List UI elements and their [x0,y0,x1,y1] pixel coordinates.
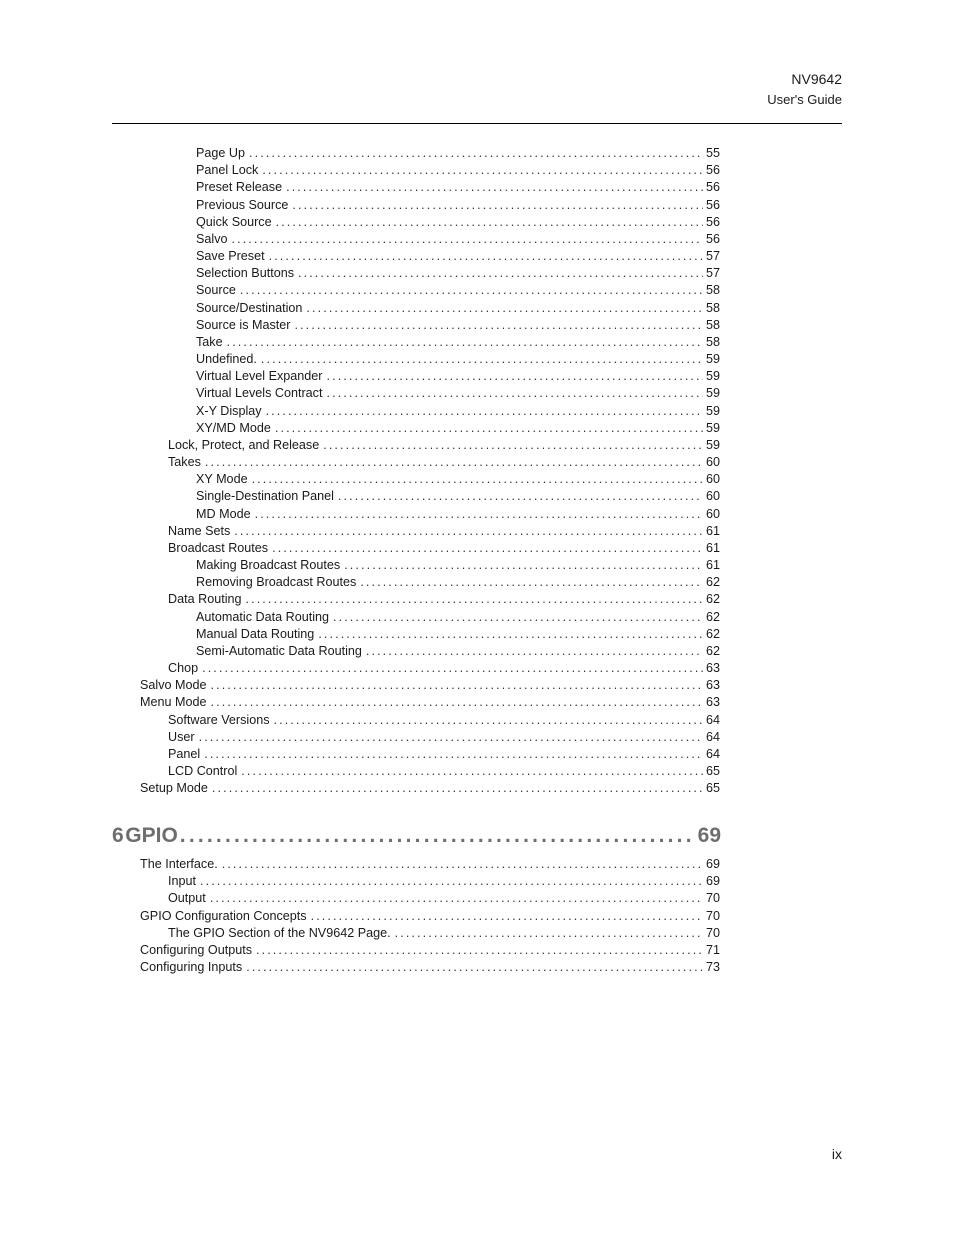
toc-entry-label: Virtual Level Expander [196,369,323,384]
toc-entry-label: The GPIO Section of the NV9642 Page. [168,925,391,940]
dot-leader [272,540,703,557]
toc-entry-label: Save Preset [196,249,265,264]
toc-entry-label: Output [168,891,206,906]
toc-entry-label: Setup Mode [140,781,208,796]
chapter-number: 6 [112,824,124,847]
dot-leader [255,506,703,523]
toc-entry[interactable] [140,780,720,797]
dot-leader [227,334,703,351]
dot-leader [344,557,703,574]
dot-leader [234,523,703,540]
toc-entry[interactable] [196,351,720,368]
toc-entry-label: MD Mode [196,506,251,521]
toc-entry-label: Menu Mode [140,695,207,710]
toc-entry-page-number: 62 [705,575,720,590]
toc-entry[interactable] [140,959,720,976]
toc-entry[interactable] [196,506,720,523]
toc-entry-label: Semi-Automatic Data Routing [196,643,362,658]
toc-entry[interactable] [196,626,720,643]
toc-entry-label: Software Versions [168,712,270,727]
toc-entry-label: Selection Buttons [196,266,295,281]
toc-entry[interactable] [140,856,720,873]
dot-leader [204,746,703,763]
toc-entry[interactable] [196,214,720,231]
toc-entry[interactable] [168,437,720,454]
toc-entry-page-number: 64 [705,712,720,727]
toc-entry-page-number: 56 [705,197,720,212]
toc-entry-page-number: 63 [705,661,720,676]
page-number: ix [831,1146,842,1162]
toc-entry-page-number: 59 [705,403,720,418]
toc-entry-label: Manual Data Routing [196,626,315,641]
toc-entry[interactable] [196,403,720,420]
toc-entry[interactable] [196,197,720,214]
toc-entry-label: GPIO Configuration Concepts [140,908,307,923]
toc-entry[interactable] [168,925,720,942]
toc-entry-label: Making Broadcast Routes [196,558,341,573]
toc-entry-page-number: 60 [705,506,720,521]
toc-entry-page-number: 62 [705,592,720,607]
toc-entry-label: Configuring Outputs [140,942,253,957]
dot-leader [326,385,703,402]
toc-entry-page-number: 69 [705,874,720,889]
toc-entry-label: The Interface. [140,857,218,871]
dot-leader [249,145,703,162]
toc-entry-label: Source/Destination [196,300,303,315]
toc-entry[interactable] [196,557,720,574]
toc-entry-label: Salvo Mode [140,678,207,693]
toc-entry-page-number: 59 [705,386,720,401]
toc-entry[interactable] [196,488,720,505]
toc-entry[interactable] [168,454,720,471]
dot-leader [327,368,703,385]
dot-leader [323,437,703,454]
toc-entry[interactable] [196,368,720,385]
chapter-title: GPIO [125,824,178,847]
toc-entry-page-number: 62 [705,626,720,641]
toc-entry-page-number: 70 [705,908,720,923]
toc-entry-label: Data Routing [168,592,242,607]
toc-entry-page-number: 70 [705,925,720,940]
toc-entry-page-number: 62 [705,609,720,624]
toc-entry-label: Source [196,283,236,298]
dot-leader [275,420,703,437]
dot-leader [298,265,703,282]
dot-leader [252,471,703,488]
chapter-page-number: 69 [697,824,721,847]
toc-entry-label: Name Sets [168,523,231,538]
document-subtitle: User's Guide [767,92,842,107]
dot-leader [240,282,703,299]
toc-entry[interactable] [168,523,720,540]
toc-entry[interactable] [196,231,720,248]
toc-entry-label: Take [196,334,223,349]
toc-entry-page-number: 69 [705,857,720,871]
dot-leader [232,231,703,248]
toc-entry-page-number: 59 [705,352,720,367]
dot-leader [211,677,703,694]
toc-entry-page-number: 57 [705,266,720,281]
toc-entry-label: X-Y Display [196,403,262,418]
toc-entry-page-number: 60 [705,472,720,487]
toc-entry-label: Takes [168,455,201,470]
dot-leader [306,300,703,317]
toc-entry-label: XY Mode [196,472,248,487]
toc-entry-page-number: 59 [705,437,720,452]
toc-entry[interactable] [196,609,720,626]
toc-entry-page-number: 59 [705,369,720,384]
document-title: NV9642 [791,71,842,87]
dot-leader [241,763,703,780]
dot-leader [200,873,703,890]
dot-leader [205,454,703,471]
toc-entry-page-number: 55 [705,146,720,160]
toc-entry[interactable] [140,908,720,925]
toc-entry[interactable] [196,420,720,437]
dot-leader [286,179,703,196]
toc-entry-label: Panel Lock [196,163,259,178]
toc-entry[interactable] [196,162,720,179]
toc-entry[interactable] [168,729,720,746]
toc-entry[interactable] [196,300,720,317]
toc-entry-page-number: 61 [705,558,720,573]
toc-entry[interactable] [140,942,720,959]
toc-entry-label: Broadcast Routes [168,540,269,555]
toc-entry-label: Single-Destination Panel [196,489,334,504]
dot-leader [180,822,694,850]
toc-entry-page-number: 64 [705,746,720,761]
toc-entry[interactable] [196,643,720,660]
toc-entry[interactable] [196,265,720,282]
dot-leader [222,856,703,873]
toc-entry-label: Previous Source [196,197,289,212]
dot-leader [338,488,703,505]
toc-entry[interactable] [168,591,720,608]
dot-leader [366,643,703,660]
running-header [767,70,842,109]
toc-entry-page-number: 56 [705,180,720,195]
dot-leader [261,351,703,368]
toc-entry-label: Input [168,874,197,889]
toc-entry-label: XY/MD Mode [196,420,271,435]
toc-entry-page-number: 61 [705,540,720,555]
dot-leader [395,925,703,942]
toc-entry[interactable] [196,317,720,334]
header-rule [112,123,842,124]
dot-leader [211,694,703,711]
toc-entry[interactable] [196,248,720,265]
toc-entry-label: Quick Source [196,214,272,229]
dot-leader [256,942,703,959]
dot-leader [210,890,703,907]
toc-entry-page-number: 65 [705,781,720,796]
toc-entry-page-number: 70 [705,891,720,906]
toc-entry[interactable] [196,385,720,402]
toc-entry-page-number: 62 [705,643,720,658]
toc-entry[interactable] [168,660,720,677]
toc-entry-page-number: 56 [705,163,720,178]
toc-entry-page-number: 58 [705,334,720,349]
toc-entry[interactable] [140,694,720,711]
dot-leader [212,780,703,797]
toc-entry-label: Panel [168,746,201,761]
toc-entry-label: Page Up [196,146,246,160]
toc-entry-page-number: 63 [705,695,720,710]
dot-leader [276,214,703,231]
toc-entry[interactable] [196,471,720,488]
dot-leader [360,574,703,591]
chapter-heading[interactable] [112,822,721,850]
dot-leader [246,959,703,976]
toc-entry[interactable] [196,282,720,299]
toc-entry[interactable] [196,334,720,351]
toc-entry[interactable] [196,179,720,196]
toc-entry-label: Configuring Inputs [140,960,243,975]
dot-leader [246,591,703,608]
toc-entry-label: Salvo [196,231,228,246]
toc-entry[interactable] [140,677,720,694]
toc-entry-page-number: 58 [705,300,720,315]
toc-entry[interactable] [168,746,720,763]
toc-entry-label: Preset Release [196,180,283,195]
toc-entry[interactable] [168,873,720,890]
dot-leader [202,660,703,677]
dot-leader [311,908,703,925]
toc-entry-label: User [168,729,195,744]
toc-entry[interactable] [168,890,720,907]
toc-entry-label: Virtual Levels Contract [196,386,323,401]
toc-entry-page-number: 56 [705,231,720,246]
dot-leader [318,626,703,643]
dot-leader [266,403,703,420]
toc-entry-label: Undefined. [196,352,257,367]
dot-leader [274,712,703,729]
toc-entry-page-number: 58 [705,317,720,332]
toc-entry[interactable] [168,763,720,780]
dot-leader [292,197,703,214]
toc-entry-label: Chop [168,661,199,676]
toc-entry[interactable] [168,540,720,557]
toc-entry-page-number: 71 [705,942,720,957]
toc-entry-page-number: 61 [705,523,720,538]
dot-leader [262,162,703,179]
toc-entry-page-number: 59 [705,420,720,435]
toc-entry-label: Source is Master [196,317,291,332]
toc-entry-page-number: 56 [705,214,720,229]
toc-entry-page-number: 63 [705,678,720,693]
dot-leader [269,248,703,265]
toc-entry[interactable] [196,145,720,162]
dot-leader [199,729,703,746]
toc-entry-page-number: 73 [705,960,720,975]
toc-entry[interactable] [196,574,720,591]
dot-leader [333,609,703,626]
toc-entry-page-number: 60 [705,455,720,470]
toc-entry-label: Removing Broadcast Routes [196,575,357,590]
toc-entry-page-number: 64 [705,729,720,744]
toc-entry-label: Automatic Data Routing [196,609,330,624]
toc-entry-page-number: 60 [705,489,720,504]
toc-entry-page-number: 65 [705,764,720,779]
toc-entry-label: LCD Control [168,764,238,779]
toc-entry-page-number: 57 [705,249,720,264]
dot-leader [294,317,703,334]
toc-entry-page-number: 58 [705,283,720,298]
toc-entry[interactable] [168,712,720,729]
toc-entry-label: Lock, Protect, and Release [168,437,320,452]
